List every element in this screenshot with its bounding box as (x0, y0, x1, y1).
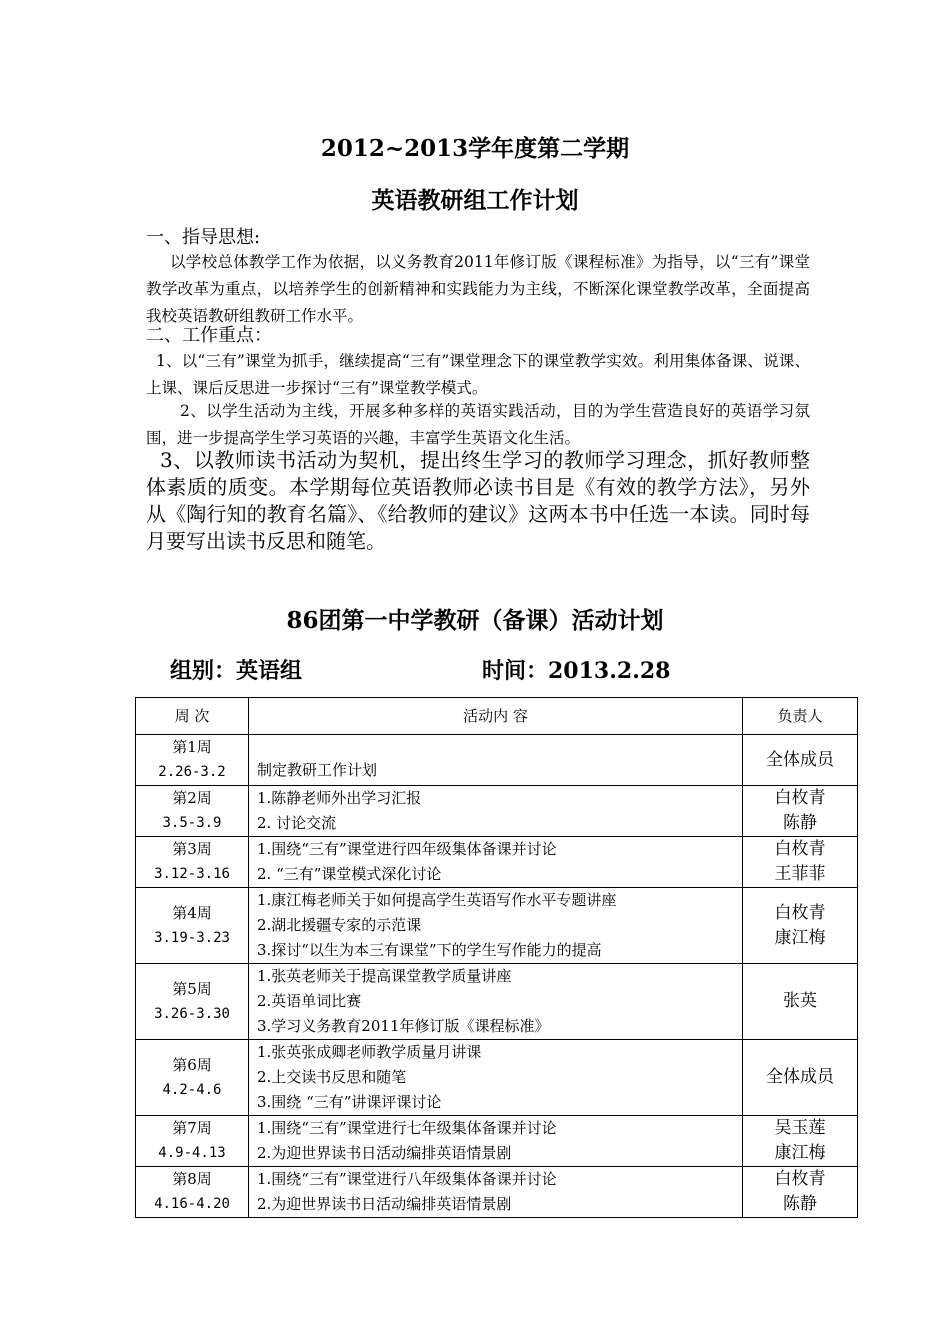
owner-name: 白枚青 (774, 788, 826, 808)
table-row (136, 837, 858, 888)
owner-cell (743, 888, 858, 964)
week-label: 第6周 (172, 1055, 212, 1074)
section2-item3: 3、以教师读书活动为契机，提出终生学习的教师学习理念，抓好教师整体素质的质变。本学期每位英语教师必读书目是《有效的教学方法》，另外从《陶行知的教育名篇》、《给教师的建议》这两本书中任选一本读。同时每月要写出读书反思和随笔。 (146, 448, 810, 553)
activity-item: 1.围绕“三有”课堂进行七年级集体备课并讨论 (257, 1119, 557, 1137)
owner-name: 康江梅 (774, 1143, 826, 1163)
week-cell (136, 735, 249, 786)
table-row (136, 964, 858, 1040)
activity-cell (249, 888, 743, 964)
week-cell (136, 786, 249, 837)
activity-cell (249, 964, 743, 1040)
week-cell (136, 888, 249, 964)
owner-cell (743, 1040, 858, 1116)
week-cell (136, 837, 249, 888)
owner-cell (743, 1116, 858, 1167)
section2-heading: 二、工作重点： (146, 325, 272, 346)
section2-item2: 2、以学生活动为主线，开展多种多样的英语实践活动，目的为学生营造良好的英语学习氛围，进一步提高学生学习英语的兴趣，丰富学生英语文化生活。 (146, 402, 810, 447)
week-label: 第4周 (172, 903, 212, 922)
header-activity: 活动内 容 (249, 698, 743, 735)
activity-item: 2.英语单词比赛 (257, 992, 362, 1010)
week-label: 第1周 (172, 738, 212, 756)
week-dates: 3.19-3.23 (154, 929, 230, 946)
week-cell (136, 1167, 249, 1218)
activity-cell (249, 1116, 743, 1167)
table-row (136, 1040, 858, 1116)
table-row (136, 1167, 858, 1218)
section2-item1: 1、以“三有”课堂为抓手，继续提高“三有”课堂理念下的课堂教学实效。利用集体备课、说课、上课、课后反思进一步探讨“三有”课堂教学模式。 (146, 352, 810, 397)
activity-cell (249, 786, 743, 837)
owner-name: 陈静 (783, 1194, 817, 1214)
activity-item: 3.探讨“以生为本三有课堂”下的学生写作能力的提高 (257, 941, 602, 959)
section1-body: 以学校总体教学工作为依据，以义务教育2011年修订版《课程标准》为指导，以“三有”课堂教学改革为重点，以培养学生的创新精神和实践能力为主线，不断深化课堂教学改革，全面提高我校英语教研组教研工作水平。 (146, 253, 810, 325)
week-dates: 4.2-4.6 (162, 1081, 222, 1098)
owner-name: 全体成员 (766, 1067, 834, 1087)
activity-item: 1.陈静老师外出学习汇报 (257, 789, 422, 807)
week-label: 第7周 (172, 1119, 212, 1137)
week-label: 第3周 (172, 840, 212, 858)
owner-cell (743, 735, 858, 786)
owner-name: 全体成员 (766, 749, 834, 770)
table-row (136, 1116, 858, 1167)
week-label: 第8周 (172, 1170, 212, 1188)
activity-plan-table (135, 697, 858, 1218)
owner-name: 白枚青 (774, 1169, 826, 1189)
header-week: 周 次 (136, 698, 249, 735)
week-cell (136, 1040, 249, 1116)
header-owner: 负责人 (743, 698, 858, 735)
activity-cell (249, 1167, 743, 1218)
activity-item: 1.围绕“三有”课堂进行四年级集体备课并讨论 (257, 840, 557, 858)
table-row (136, 786, 858, 837)
activity-item: 3.围绕 “三有”讲课评课讨论 (257, 1093, 442, 1111)
week-dates: 4.9-4.13 (158, 1145, 226, 1161)
week-dates: 4.16-4.20 (154, 1196, 230, 1212)
activity-cell (249, 735, 743, 786)
plan-group: 组别：英语组 (170, 658, 303, 684)
section1-heading: 一、指导思想: (146, 227, 261, 248)
activity-item: 1.张英张成卿老师教学质量月讲课 (257, 1043, 482, 1061)
activity-item: 2. 讨论交流 (257, 814, 337, 832)
activity-cell (249, 1040, 743, 1116)
document-title-line1: 2012~2013学年度第二学期 (320, 135, 630, 162)
table-row (136, 735, 858, 786)
week-dates: 3.5-3.9 (162, 815, 222, 831)
week-label: 第5周 (172, 979, 212, 998)
week-label: 第2周 (172, 789, 212, 807)
activity-item: 1.张英老师关于提高课堂教学质量讲座 (257, 967, 512, 985)
week-dates: 3.12-3.16 (154, 866, 230, 882)
owner-cell (743, 837, 858, 888)
plan-time: 时间：2013.2.28 (482, 658, 671, 684)
activity-item: 2. “三有”课堂模式深化讨论 (257, 865, 442, 883)
owner-name: 吴玉莲 (774, 1118, 826, 1138)
owner-cell (743, 1167, 858, 1218)
owner-name: 白枚青 (774, 902, 826, 923)
owner-name: 康江梅 (774, 927, 826, 948)
owner-cell (743, 964, 858, 1040)
week-cell (136, 1116, 249, 1167)
plan-title: 86团第一中学教研（备课）活动计划 (286, 607, 664, 634)
owner-name: 张英 (783, 991, 817, 1011)
owner-name: 陈静 (783, 813, 817, 833)
table-row (136, 888, 858, 964)
activity-cell (249, 837, 743, 888)
activity-item: 1.围绕“三有”课堂进行八年级集体备课并讨论 (257, 1170, 557, 1188)
week-dates: 2.26-3.2 (158, 764, 226, 780)
owner-name: 王菲菲 (774, 864, 826, 884)
document-title-line2: 英语教研组工作计划 (371, 187, 579, 214)
activity-item: 2.上交读书反思和随笔 (257, 1068, 407, 1086)
week-cell (136, 964, 249, 1040)
week-dates: 3.26-3.30 (154, 1005, 230, 1022)
activity-item: 2.湖北援疆专家的示范课 (257, 916, 422, 934)
table-header-row (136, 698, 858, 735)
activity-item: 制定教研工作计划 (257, 761, 378, 779)
owner-name: 白枚青 (774, 839, 826, 859)
table-body (136, 735, 858, 1218)
owner-cell (743, 786, 858, 837)
activity-item: 2.为迎世界读书日活动编排英语情景剧 (257, 1195, 512, 1213)
activity-item: 2.为迎世界读书日活动编排英语情景剧 (257, 1144, 512, 1162)
activity-item: 3.学习义务教育2011年修订版《课程标准》 (257, 1017, 550, 1035)
activity-item: 1.康江梅老师关于如何提高学生英语写作水平专题讲座 (257, 891, 617, 909)
